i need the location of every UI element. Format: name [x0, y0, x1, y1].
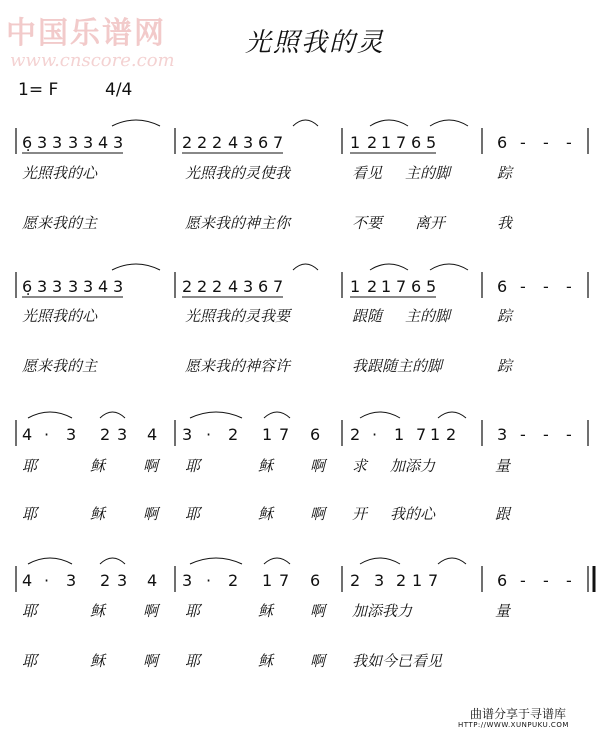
note-s2-m2-2: 2 [197, 277, 208, 296]
lyric-s4-l2-7: 我如今已看见 [352, 652, 443, 670]
lyric-s4-l2-6: 啊 [310, 652, 326, 670]
lyric-s4-l1-3: 啊 [143, 602, 159, 620]
lyric-s2-l1-a: 光照我的心 [22, 307, 98, 325]
note-s1-m1-3: 3 [52, 133, 63, 152]
note-s2-m3-4: 7 [396, 277, 407, 296]
note-s4-m4-1: 6 [497, 571, 508, 590]
slur-s4-2 [100, 558, 125, 564]
slur-s3-3 [190, 412, 242, 418]
lyric-s4-l2-5: 稣 [258, 652, 274, 670]
lyric-s3-l1-8: 加添力 [390, 457, 436, 475]
note-s4-m3-2: 3 [374, 571, 385, 590]
note-s4-m2-6: 6 [310, 571, 321, 590]
slur-s2-3 [370, 264, 408, 270]
slur-s4-1 [28, 558, 72, 564]
lyric-s3-l1-3: 啊 [143, 457, 159, 475]
note-s2-m2-6: 6 [258, 277, 269, 296]
note-s2-m2-4: 4 [228, 277, 239, 296]
lyric-s1-l2-c: 不要 [352, 214, 383, 232]
note-s2-m3-3: 1 [381, 277, 392, 296]
footer-share-text: 曲谱分享于寻谱库 [470, 707, 567, 721]
note-s2-m4-3: - [543, 277, 549, 296]
lyric-s3-l2-8: 我的心 [390, 505, 436, 523]
note-s1-m1-1: 6̣ [22, 133, 33, 152]
key-signature: 1= F [18, 80, 59, 100]
note-s1-m3-3: 1 [381, 133, 392, 152]
lyric-s4-l1-5: 稣 [258, 602, 274, 620]
slur-s4-5 [360, 558, 400, 564]
lyric-s3-l1-9: 量 [495, 457, 511, 475]
lyric-s3-l1-5: 稣 [258, 457, 274, 475]
note-s1-m3-2: 2 [367, 133, 378, 152]
lyric-s3-l1-1: 耶 [22, 457, 38, 475]
note-s4-m3-1: 2 [350, 571, 361, 590]
note-s1-m3-6: 5 [426, 133, 437, 152]
note-s1-m1-7: 3 [113, 133, 124, 152]
lyric-s1-l1-e: 踪 [497, 164, 513, 182]
note-s1-m2-7: 7 [273, 133, 284, 152]
note-s4-m1-1: 4 [22, 571, 33, 590]
note-s2-m3-5: 6 [411, 277, 422, 296]
song-title: 光照我的灵 [245, 28, 386, 58]
note-s3-m2-1: 3 [182, 425, 193, 444]
lyric-s3-l1-4: 耶 [185, 457, 201, 475]
lyric-s4-l2-1: 耶 [22, 652, 38, 670]
note-s2-m1-3: 3 [52, 277, 63, 296]
note-s1-m2-3: 2 [212, 133, 223, 152]
lyric-s3-l2-2: 稣 [90, 505, 106, 523]
note-s1-m2-1: 2 [182, 133, 193, 152]
note-s2-m1-5: 3 [83, 277, 94, 296]
watermark-site-name: 中国乐谱网 [6, 16, 166, 51]
slur-s4-6 [438, 558, 466, 564]
note-s2-m2-1: 2 [182, 277, 193, 296]
note-s2-m1-4: 3 [68, 277, 79, 296]
slur-s3-1 [28, 412, 72, 418]
time-signature: 4/4 [105, 80, 133, 100]
note-s3-m2-5: 7 [279, 425, 290, 444]
lyric-s1-l2-b: 愿来我的神主你 [185, 214, 291, 232]
lyric-s4-l2-4: 耶 [185, 652, 201, 670]
lyric-s2-l2-d: 踪 [497, 357, 513, 375]
lyric-s3-l2-6: 啊 [310, 505, 326, 523]
note-s4-m2-4: 1 [262, 571, 273, 590]
note-s4-m2-1: 3 [182, 571, 193, 590]
note-s1-m1-5: 3 [83, 133, 94, 152]
lyric-s3-l2-1: 耶 [22, 505, 38, 523]
lyric-s4-l1-7: 加添我力 [352, 602, 413, 620]
slur-s3-6 [438, 412, 466, 418]
note-s3-m1-1: 4 [22, 425, 33, 444]
note-s1-m4-4: - [566, 133, 572, 152]
note-s2-m4-2: - [520, 277, 526, 296]
note-s2-m4-1: 6 [497, 277, 508, 296]
lyric-s1-l1-a: 光照我的心 [22, 164, 98, 182]
note-s4-m4-3: - [543, 571, 549, 590]
lyric-s3-l2-9: 跟 [495, 505, 511, 523]
slur-s1-2 [293, 120, 318, 126]
note-s4-m1-4: 2 [100, 571, 111, 590]
lyric-s4-l2-3: 啊 [143, 652, 159, 670]
slur-s1-4 [430, 120, 468, 126]
note-s3-m1-5: 3 [117, 425, 128, 444]
slur-s3-2 [100, 412, 125, 418]
note-s3-m3-4: 7 [416, 425, 427, 444]
note-s3-m3-2: · [372, 425, 378, 444]
note-s1-m2-4: 4 [228, 133, 239, 152]
lyric-s2-l2-a: 愿来我的主 [22, 357, 98, 375]
lyric-s4-l1-6: 啊 [310, 602, 326, 620]
lyric-s3-l1-2: 稣 [90, 457, 106, 475]
lyric-s1-l1-d: 主的脚 [405, 164, 451, 182]
note-s3-m3-1: 2 [350, 425, 361, 444]
note-s2-m3-2: 2 [367, 277, 378, 296]
note-s2-m3-1: 1 [350, 277, 361, 296]
note-s3-m2-3: 2 [228, 425, 239, 444]
lyric-s3-l2-7: 开 [352, 505, 368, 523]
lyric-s1-l1-b: 光照我的灵使我 [185, 164, 291, 182]
note-s4-m4-4: - [566, 571, 572, 590]
note-s1-m4-3: - [543, 133, 549, 152]
note-s1-m2-2: 2 [197, 133, 208, 152]
note-s3-m3-5: 1 [430, 425, 441, 444]
note-s3-m3-6: 2 [446, 425, 457, 444]
note-s4-m2-3: 2 [228, 571, 239, 590]
note-s3-m2-6: 6 [310, 425, 321, 444]
slur-s1-1 [112, 120, 160, 126]
note-s4-m4-2: - [520, 571, 526, 590]
lyric-s4-l1-1: 耶 [22, 602, 38, 620]
lyric-s2-l1-c: 跟随 [352, 307, 383, 325]
lyric-s3-l2-4: 耶 [185, 505, 201, 523]
slur-s2-4 [430, 264, 468, 270]
slur-s3-4 [264, 412, 290, 418]
note-s4-m2-5: 7 [279, 571, 290, 590]
note-s4-m1-2: · [44, 571, 50, 590]
lyric-s1-l2-a: 愿来我的主 [22, 214, 98, 232]
lyric-s3-l2-3: 啊 [143, 505, 159, 523]
note-s3-m1-4: 2 [100, 425, 111, 444]
note-s4-m1-3: 3 [66, 571, 77, 590]
note-s1-m2-6: 6 [258, 133, 269, 152]
lyric-s4-l1-8: 量 [495, 602, 511, 620]
note-s3-m4-4: - [566, 425, 572, 444]
note-s1-m1-4: 3 [68, 133, 79, 152]
lyric-s1-l2-e: 我 [497, 214, 513, 232]
note-s1-m1-6: 4 [98, 133, 109, 152]
note-s2-m1-6: 4 [98, 277, 109, 296]
watermark-url: www.cnscore.com [10, 50, 175, 71]
note-s2-m2-3: 2 [212, 277, 223, 296]
note-s4-m1-6: 4 [147, 571, 158, 590]
note-s3-m4-1: 3 [497, 425, 508, 444]
note-s1-m1-2: 3 [37, 133, 48, 152]
note-s4-m1-5: 3 [117, 571, 128, 590]
slur-s4-3 [190, 558, 242, 564]
note-s2-m2-5: 3 [243, 277, 254, 296]
slur-s3-5 [360, 412, 400, 418]
note-s4-m3-3: 2 [396, 571, 407, 590]
note-s1-m4-2: - [520, 133, 526, 152]
note-s1-m2-5: 3 [243, 133, 254, 152]
slur-s4-4 [264, 558, 290, 564]
lyric-s1-l2-d: 离开 [415, 214, 446, 232]
lyric-s3-l1-7: 求 [352, 457, 368, 475]
note-s2-m1-1: 6̣ [22, 277, 33, 296]
lyric-s2-l2-b: 愿来我的神容许 [185, 357, 291, 375]
note-s1-m3-1: 1 [350, 133, 361, 152]
lyric-s4-l1-2: 稣 [90, 602, 106, 620]
note-s4-m3-4: 1 [412, 571, 423, 590]
note-s2-m1-2: 3 [37, 277, 48, 296]
lyric-s2-l1-e: 踪 [497, 307, 513, 325]
note-s4-m3-5: 7 [428, 571, 439, 590]
note-s2-m3-6: 5 [426, 277, 437, 296]
note-s3-m2-2: · [206, 425, 212, 444]
lyric-s2-l1-b: 光照我的灵我要 [185, 307, 291, 325]
lyric-s3-l1-6: 啊 [310, 457, 326, 475]
note-s4-m2-2: · [206, 571, 212, 590]
lyric-s2-l1-d: 主的脚 [405, 307, 451, 325]
slur-s2-1 [112, 264, 160, 270]
note-s3-m4-3: - [543, 425, 549, 444]
note-s3-m4-2: - [520, 425, 526, 444]
note-s1-m3-4: 7 [396, 133, 407, 152]
note-s3-m3-3: 1 [394, 425, 405, 444]
note-s3-m2-4: 1 [262, 425, 273, 444]
slur-s2-2 [293, 264, 318, 270]
note-s3-m1-6: 4 [147, 425, 158, 444]
note-s2-m4-4: - [566, 277, 572, 296]
footer-url: HTTP://WWW.XUNPUKU.COM [458, 721, 569, 729]
lyric-s4-l2-2: 稣 [90, 652, 106, 670]
lyric-s3-l2-5: 稣 [258, 505, 274, 523]
note-s1-m3-5: 6 [411, 133, 422, 152]
note-s3-m1-2: · [44, 425, 50, 444]
note-s1-m4-1: 6 [497, 133, 508, 152]
note-s2-m1-7: 3 [113, 277, 124, 296]
note-s2-m2-7: 7 [273, 277, 284, 296]
note-s3-m1-3: 3 [66, 425, 77, 444]
lyric-s4-l1-4: 耶 [185, 602, 201, 620]
lyric-s2-l2-c: 我跟随主的脚 [352, 357, 443, 375]
slur-s1-3 [370, 120, 408, 126]
lyric-s1-l1-c: 看见 [352, 164, 383, 182]
